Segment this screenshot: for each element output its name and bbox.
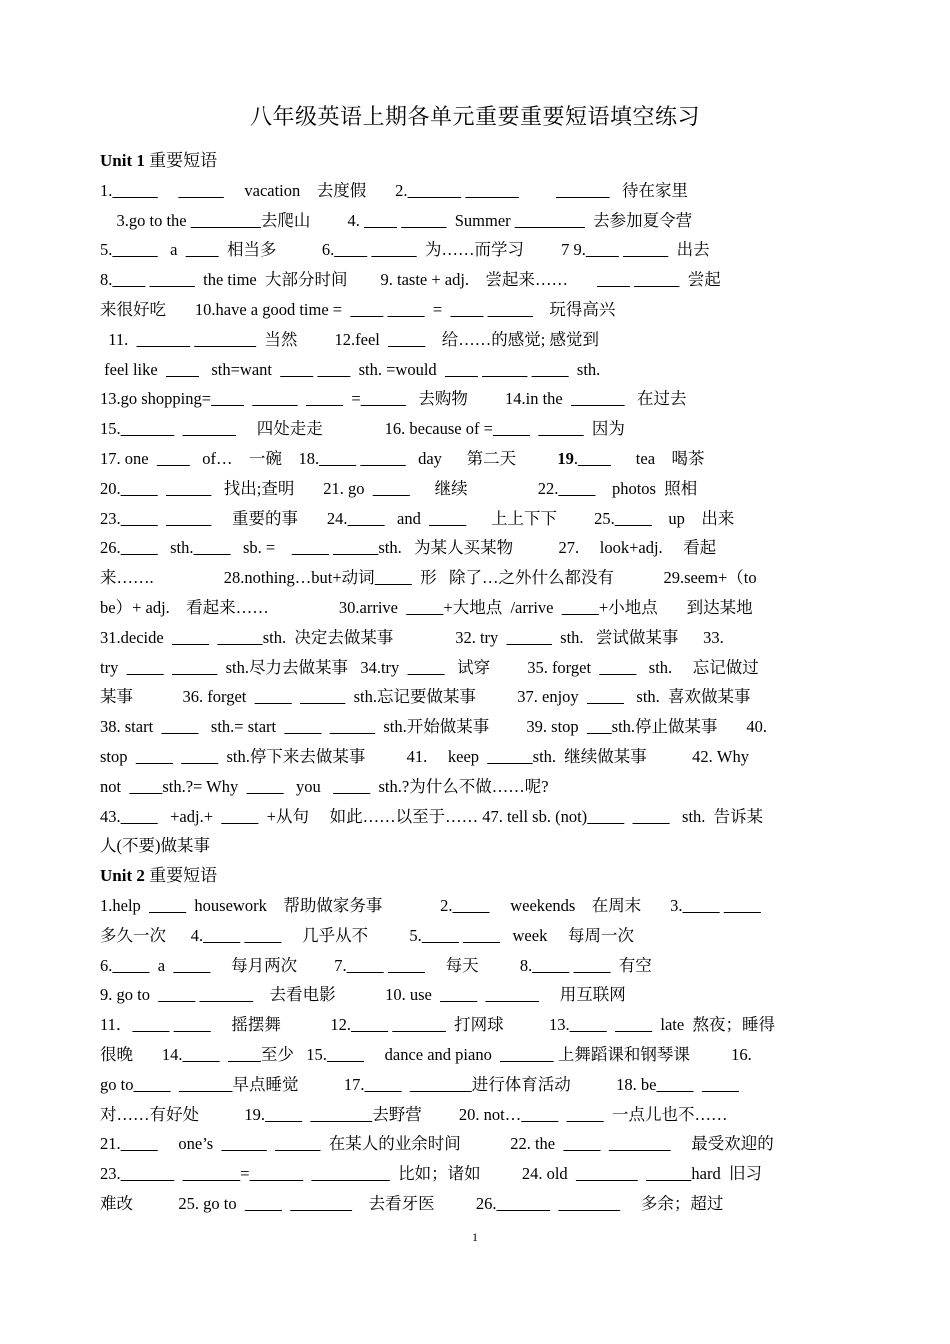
- exercise-line: 31.decide sth. 决定去做某事 32. try sth. 尝试做某事 33.: [100, 627, 724, 647]
- exercise-line: 23. 重要的事 24. and 上上下下 25. up 出来: [100, 508, 735, 528]
- exercise-line: 多久一次 4. 几乎从不 5. week 每周一次: [100, 925, 634, 945]
- exercise-line: 11. 当然 12.feel 给……的感觉; 感觉到: [100, 329, 599, 349]
- exercise-line: stop sth.停下来去做某事 41. keep sth. 继续做某事 42. Why: [100, 746, 750, 766]
- exercise-line: 20. 找出;查明 21. go 继续 22. photos 照相: [100, 478, 698, 498]
- exercise-line: 1.help housework 帮助做家务事 2. weekends 在周末 3.: [100, 895, 683, 915]
- exercise-line: go to 早点睡觉 17. 进行体育活动 18. be: [100, 1074, 657, 1094]
- exercise-line: 43. +adj.+ +从句 如此……以至于…… 47. tell sb. (not) sth. 告诉某: [100, 806, 764, 826]
- exercise-line: not sth.?= Why you sth.?为什么不做……呢?: [100, 776, 549, 796]
- exercise-line: feel like sth=want sth. =would sth.: [100, 359, 601, 379]
- exercise-line: 17. one of… 一碗 18. day 第二天 19. tea 喝茶: [100, 448, 705, 468]
- exercise-line: 26. sth. sb. = sth. 为某人买某物 27. look+adj. 看起: [100, 538, 717, 558]
- exercise-body: [100, 146, 860, 1219]
- exercise-line: 11． 摇摆舞 12. 打网球 13. late 熬夜；睡得: [100, 1015, 775, 1035]
- exercise-line: 15. 四处走走 16. because of = 因为: [100, 419, 625, 439]
- exercise-line: 来很好吃 10.have a good time = = 玩得高兴: [100, 299, 616, 319]
- exercise-line: 3.go to the 去爬山 4. Summer 去参加夏令营: [100, 210, 693, 230]
- exercise-line: 1. vacation 去度假 2. 待在家里: [100, 180, 689, 200]
- unit-heading: Unit 2 重要短语: [100, 866, 218, 886]
- exercise-line: be）+ adj. 看起来…… 30.arrive +大地点 /arrive +小地点 到达某地: [100, 597, 753, 617]
- exercise-line: 8. the time 大部分时间 9. taste + adj. 尝起来…… 尝起: [100, 270, 721, 290]
- exercise-line: 很晚 14. 至少 15. dance and piano 上舞蹈课和钢琴课 16.: [100, 1044, 752, 1064]
- exercise-line: 人(不要)做某事: [100, 836, 210, 856]
- exercise-line: 某事 36. forget sth.忘记要做某事 37. enjoy sth. 喜欢做某事: [100, 687, 751, 707]
- exercise-line: 9. go to 去看电影 10. use 用互联网: [100, 985, 626, 1005]
- exercise-line: 38. start sth.= start sth.开始做某事 39. stop sth.停止做某事 40.: [100, 717, 768, 737]
- document-title: 八年级英语上期各单元重要重要短语填空练习: [249, 104, 700, 129]
- exercise-line: 对……有好处 19. 去野营 20. not… 一点儿也不……: [100, 1104, 728, 1124]
- exercise-line: try sth.尽力去做某事 34.try 试穿 35. forget sth. 忘记做过: [100, 657, 759, 677]
- exercise-line: 难改 25. go to 去看牙医 26. 多余；超过: [100, 1193, 724, 1213]
- exercise-line: 5. a 相当多 6. 为……而学习 7 9. 出去: [100, 240, 710, 260]
- exercise-line: 23. = 比如；诸如 24. old hard 旧习: [100, 1164, 762, 1184]
- page-number: 1: [472, 1230, 478, 1244]
- exercise-line: 来……. 28.nothing…but+动词 形 除了…之外什么都没有 29.seem+（to: [100, 568, 757, 588]
- exercise-line: 6. a 每月两次 7. 每天 8. 有空: [100, 955, 652, 975]
- exercise-line: 21. one’s 在某人的业余时间 22. the 最受欢迎的: [100, 1134, 774, 1154]
- exercise-line: 13.go shopping= = 去购物 14.in the 在过去: [100, 389, 687, 409]
- unit-heading: Unit 1 重要短语: [100, 151, 218, 170]
